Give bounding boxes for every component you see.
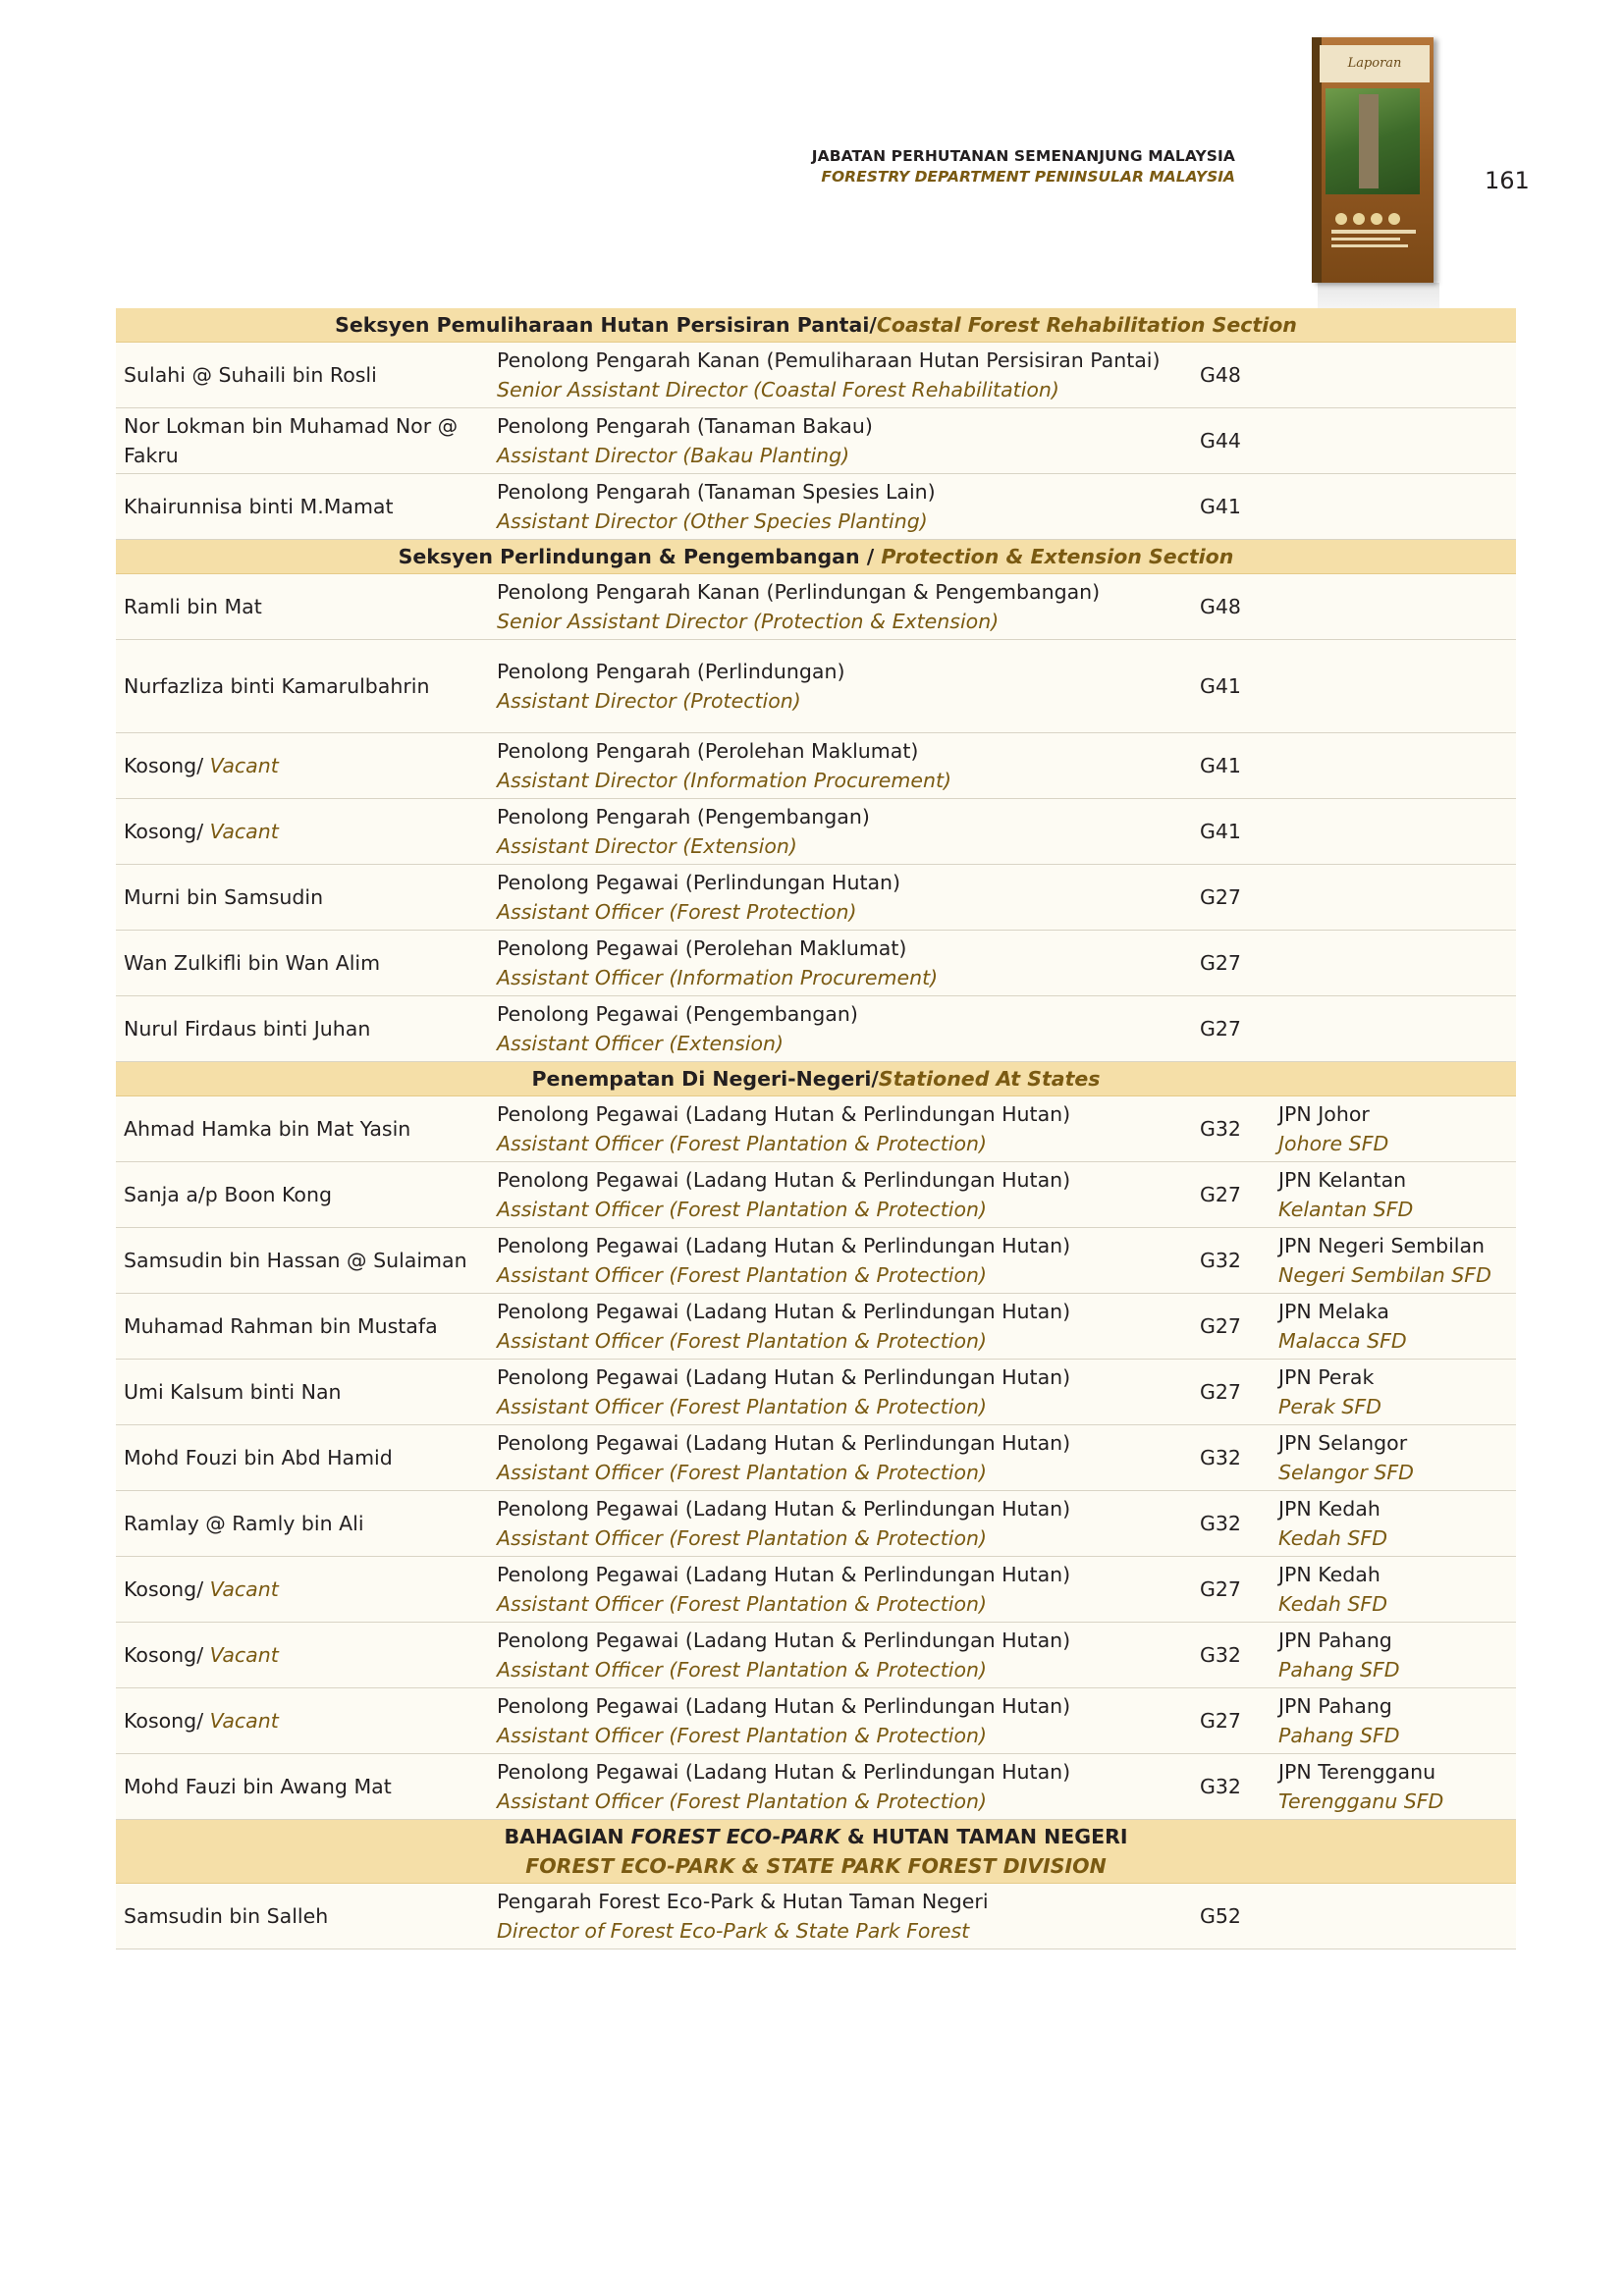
page-number: 161 (1485, 167, 1530, 194)
table-row (116, 733, 1516, 799)
grade-cell: G27 (1192, 865, 1271, 931)
position-ms: Penolong Pegawai (Perlindungan Hutan) (497, 871, 901, 894)
table-row (116, 1162, 1516, 1228)
location-cell (1271, 1557, 1516, 1623)
position-cell (489, 574, 1192, 640)
position-en: Assistant Officer (Forest Protection) (497, 900, 857, 924)
division-title-c: & HUTAN TAMAN NEGERI (839, 1825, 1128, 1848)
location-ms: JPN Pahang (1278, 1694, 1392, 1718)
position-ms: Penolong Pegawai (Ladang Hutan & Perlindungan Hutan) (497, 1497, 1071, 1521)
staff-name-en: Vacant (209, 1643, 279, 1667)
section-header-row (116, 540, 1516, 574)
grade-cell: G27 (1192, 996, 1271, 1062)
position-en: Director of Forest Eco-Park & State Park Forest (497, 1919, 970, 1943)
location-en: Kelantan SFD (1278, 1198, 1414, 1221)
grade-cell: G32 (1192, 1228, 1271, 1294)
position-en: Assistant Officer (Forest Plantation & Protection) (497, 1526, 987, 1550)
position-cell (489, 1228, 1192, 1294)
staff-name-cell (116, 1623, 489, 1688)
division-title (116, 1820, 1516, 1884)
staff-name-cell (116, 1360, 489, 1425)
position-cell (489, 1294, 1192, 1360)
location-ms: JPN Selangor (1278, 1431, 1408, 1455)
position-en: Assistant Director (Other Species Planting) (497, 509, 928, 533)
staff-name-cell (116, 1096, 489, 1162)
staff-name: Mohd Fouzi bin Abd Hamid (124, 1446, 393, 1469)
table-row (116, 1884, 1516, 1949)
staff-name-cell (116, 733, 489, 799)
position-cell (489, 1623, 1192, 1688)
position-ms: Penolong Pengarah (Tanaman Spesies Lain) (497, 480, 936, 504)
section-title (116, 308, 1516, 343)
table-row (116, 408, 1516, 474)
division-header-row (116, 1820, 1516, 1884)
staff-name-en: Vacant (209, 754, 279, 777)
section-title (116, 1062, 1516, 1096)
position-cell (489, 1360, 1192, 1425)
cover-title: Laporan (1320, 45, 1430, 82)
position-ms: Penolong Pegawai (Pengembangan) (497, 1002, 858, 1026)
grade-cell: G41 (1192, 640, 1271, 733)
position-en: Assistant Officer (Forest Plantation & Protection) (497, 1461, 987, 1484)
location-en: Malacca SFD (1278, 1329, 1407, 1353)
location-cell (1271, 1623, 1516, 1688)
grade-cell: G27 (1192, 1294, 1271, 1360)
location-en: Terengganu SFD (1278, 1789, 1444, 1813)
location-cell (1271, 343, 1516, 408)
position-cell (489, 343, 1192, 408)
staff-table (116, 308, 1516, 1949)
position-en: Assistant Director (Extension) (497, 834, 797, 858)
location-cell (1271, 1425, 1516, 1491)
position-cell (489, 408, 1192, 474)
staff-name: Nor Lokman bin Muhamad Nor @ Fakru (124, 414, 459, 467)
section-header-row (116, 1062, 1516, 1096)
staff-name: Kosong/ (124, 820, 210, 843)
location-en: Negeri Sembilan SFD (1278, 1263, 1491, 1287)
grade-cell: G27 (1192, 931, 1271, 996)
position-cell (489, 733, 1192, 799)
location-cell (1271, 574, 1516, 640)
staff-name: Nurul Firdaus binti Juhan (124, 1017, 371, 1041)
table-row (116, 931, 1516, 996)
header-org-en: FORESTRY DEPARTMENT PENINSULAR MALAYSIA (821, 168, 1235, 186)
location-en: Pahang SFD (1278, 1724, 1400, 1747)
table-row (116, 1688, 1516, 1754)
location-cell (1271, 1162, 1516, 1228)
annual-report-cover-image (1312, 37, 1439, 294)
section-title-ms: Seksyen Pemuliharaan Hutan Persisiran Pantai/ (335, 313, 877, 337)
location-cell (1271, 1688, 1516, 1754)
location-cell (1271, 474, 1516, 540)
location-cell (1271, 1884, 1516, 1949)
staff-name: Murni bin Samsudin (124, 885, 324, 909)
table-row (116, 574, 1516, 640)
position-en: Assistant Officer (Forest Plantation & Protection) (497, 1395, 987, 1418)
staff-name-cell (116, 574, 489, 640)
grade-cell: G32 (1192, 1491, 1271, 1557)
grade-cell: G27 (1192, 1557, 1271, 1623)
position-en: Assistant Director (Bakau Planting) (497, 444, 850, 467)
table-row (116, 1557, 1516, 1623)
location-en: Kedah SFD (1278, 1526, 1387, 1550)
section-title-en: Stationed At States (878, 1067, 1101, 1091)
location-en: Johore SFD (1278, 1132, 1389, 1155)
staff-name: Nurfazliza binti Kamarulbahrin (124, 674, 430, 698)
staff-name: Sulahi @ Suhaili bin Rosli (124, 363, 377, 387)
table-row (116, 1623, 1516, 1688)
position-cell (489, 1557, 1192, 1623)
position-en: Assistant Officer (Forest Plantation & Protection) (497, 1789, 987, 1813)
position-cell (489, 996, 1192, 1062)
position-ms: Penolong Pegawai (Ladang Hutan & Perlindungan Hutan) (497, 1168, 1071, 1192)
position-cell (489, 1096, 1192, 1162)
staff-name: Muhamad Rahman bin Mustafa (124, 1314, 438, 1338)
position-en: Senior Assistant Director (Coastal Forest Rehabilitation) (497, 378, 1059, 401)
position-ms: Penolong Pegawai (Ladang Hutan & Perlindungan Hutan) (497, 1694, 1071, 1718)
position-ms: Penolong Pengarah Kanan (Pemuliharaan Hutan Persisiran Pantai) (497, 348, 1161, 372)
position-ms: Penolong Pegawai (Perolehan Maklumat) (497, 936, 907, 960)
position-cell (489, 1162, 1192, 1228)
staff-name: Samsudin bin Salleh (124, 1904, 329, 1928)
staff-name-cell (116, 1557, 489, 1623)
location-cell (1271, 1096, 1516, 1162)
staff-name-cell (116, 343, 489, 408)
division-title-line2: FOREST ECO-PARK & STATE PARK FOREST DIVISION (525, 1854, 1107, 1878)
division-title-b: FOREST ECO-PARK (630, 1825, 840, 1848)
grade-cell: G32 (1192, 1425, 1271, 1491)
staff-name: Wan Zulkifli bin Wan Alim (124, 951, 381, 975)
position-ms: Penolong Pengarah (Perlindungan) (497, 660, 845, 683)
location-ms: JPN Pahang (1278, 1629, 1392, 1652)
staff-name-cell (116, 1688, 489, 1754)
grade-cell: G48 (1192, 343, 1271, 408)
table-row (116, 1294, 1516, 1360)
cover-tree-trunk (1359, 94, 1379, 188)
location-ms: JPN Kedah (1278, 1563, 1380, 1586)
staff-name: Ramli bin Mat (124, 595, 262, 618)
section-title-ms: Penempatan Di Negeri-Negeri/ (531, 1067, 879, 1091)
cover (1312, 37, 1434, 283)
location-en: Pahang SFD (1278, 1658, 1400, 1682)
position-ms: Penolong Pegawai (Ladang Hutan & Perlindungan Hutan) (497, 1431, 1071, 1455)
staff-name: Mohd Fauzi bin Awang Mat (124, 1775, 392, 1798)
position-en: Assistant Officer (Forest Plantation & Protection) (497, 1198, 987, 1221)
location-ms: JPN Negeri Sembilan (1278, 1234, 1486, 1257)
table-row (116, 1360, 1516, 1425)
position-en: Assistant Officer (Forest Plantation & Protection) (497, 1592, 987, 1616)
staff-name: Umi Kalsum binti Nan (124, 1380, 342, 1404)
table-row (116, 1096, 1516, 1162)
table-row (116, 1425, 1516, 1491)
position-en: Assistant Officer (Forest Plantation & Protection) (497, 1263, 987, 1287)
table-row (116, 865, 1516, 931)
location-cell (1271, 1228, 1516, 1294)
location-ms: JPN Terengganu (1278, 1760, 1436, 1784)
position-en: Assistant Officer (Extension) (497, 1032, 784, 1055)
staff-name-cell (116, 1884, 489, 1949)
position-cell (489, 1884, 1192, 1949)
position-en: Assistant Officer (Forest Plantation & Protection) (497, 1329, 987, 1353)
staff-name-cell (116, 1162, 489, 1228)
position-en: Assistant Director (Information Procurement) (497, 769, 952, 792)
location-cell (1271, 1754, 1516, 1820)
staff-name: Kosong/ (124, 1643, 210, 1667)
position-en: Senior Assistant Director (Protection & Extension) (497, 610, 1000, 633)
position-en: Assistant Officer (Forest Plantation & Protection) (497, 1724, 987, 1747)
staff-name: Kosong/ (124, 754, 210, 777)
staff-name-en: Vacant (209, 1577, 279, 1601)
location-ms: JPN Perak (1278, 1365, 1375, 1389)
staff-name: Kosong/ (124, 1577, 210, 1601)
section-header-row (116, 308, 1516, 343)
position-ms: Penolong Pegawai (Ladang Hutan & Perlindungan Hutan) (497, 1102, 1071, 1126)
cover-footer-line (1331, 230, 1416, 234)
staff-name-en: Vacant (209, 1709, 279, 1733)
staff-name-cell (116, 640, 489, 733)
cover-footer-line (1331, 238, 1400, 240)
section-title-en: Coastal Forest Rehabilitation Section (876, 313, 1297, 337)
section-title-ms: Seksyen Perlindungan & Pengembangan / (398, 545, 882, 568)
grade-cell: G41 (1192, 733, 1271, 799)
header-org-ms: JABATAN PERHUTANAN SEMENANJUNG MALAYSIA (811, 147, 1235, 165)
position-cell (489, 1491, 1192, 1557)
location-cell (1271, 996, 1516, 1062)
location-en: Kedah SFD (1278, 1592, 1387, 1616)
location-cell (1271, 799, 1516, 865)
staff-name-cell (116, 865, 489, 931)
location-ms: JPN Melaka (1278, 1300, 1389, 1323)
staff-name-cell (116, 1425, 489, 1491)
position-ms: Penolong Pegawai (Ladang Hutan & Perlindungan Hutan) (497, 1563, 1071, 1586)
grade-cell: G27 (1192, 1688, 1271, 1754)
position-ms: Penolong Pegawai (Ladang Hutan & Perlindungan Hutan) (497, 1365, 1071, 1389)
position-ms: Penolong Pengarah (Tanaman Bakau) (497, 414, 873, 438)
position-cell (489, 799, 1192, 865)
position-ms: Pengarah Forest Eco-Park & Hutan Taman Negeri (497, 1890, 989, 1913)
position-ms: Penolong Pengarah Kanan (Perlindungan & Pengembangan) (497, 580, 1101, 604)
grade-cell: G27 (1192, 1360, 1271, 1425)
grade-cell: G32 (1192, 1096, 1271, 1162)
staff-name-cell (116, 996, 489, 1062)
grade-cell: G27 (1192, 1162, 1271, 1228)
position-cell (489, 640, 1192, 733)
staff-name: Ramlay @ Ramly bin Ali (124, 1512, 364, 1535)
position-en: Assistant Director (Protection) (497, 689, 801, 713)
staff-name-cell (116, 1754, 489, 1820)
staff-name-cell (116, 1228, 489, 1294)
grade-cell: G52 (1192, 1884, 1271, 1949)
location-en: Selangor SFD (1278, 1461, 1414, 1484)
position-ms: Penolong Pegawai (Ladang Hutan & Perlindungan Hutan) (497, 1629, 1071, 1652)
cover-logos (1335, 210, 1414, 224)
page-header (812, 147, 1235, 186)
position-cell (489, 1425, 1192, 1491)
staff-name-cell (116, 931, 489, 996)
staff-table-body (116, 308, 1516, 1949)
section-title-en: Protection & Extension Section (881, 545, 1234, 568)
location-cell (1271, 408, 1516, 474)
position-ms: Penolong Pegawai (Ladang Hutan & Perlindungan Hutan) (497, 1760, 1071, 1784)
table-row (116, 1228, 1516, 1294)
location-cell (1271, 733, 1516, 799)
staff-name-cell (116, 474, 489, 540)
staff-name-cell (116, 1294, 489, 1360)
location-cell (1271, 865, 1516, 931)
cover-footer-line (1331, 244, 1408, 247)
grade-cell: G32 (1192, 1623, 1271, 1688)
grade-cell: G32 (1192, 1754, 1271, 1820)
position-en: Assistant Officer (Forest Plantation & Protection) (497, 1132, 987, 1155)
position-cell (489, 1688, 1192, 1754)
grade-cell: G48 (1192, 574, 1271, 640)
grade-cell: G41 (1192, 474, 1271, 540)
position-ms: Penolong Pengarah (Pengembangan) (497, 805, 870, 828)
position-en: Assistant Officer (Information Procurement) (497, 966, 939, 989)
location-ms: JPN Kedah (1278, 1497, 1380, 1521)
location-cell (1271, 640, 1516, 733)
position-cell (489, 1754, 1192, 1820)
division-title-line1 (124, 1822, 1508, 1851)
table-row (116, 996, 1516, 1062)
location-en: Perak SFD (1278, 1395, 1381, 1418)
table-row (116, 1754, 1516, 1820)
staff-name-cell (116, 408, 489, 474)
staff-name: Khairunnisa binti M.Mamat (124, 495, 394, 518)
position-en: Assistant Officer (Forest Plantation & Protection) (497, 1658, 987, 1682)
staff-name: Kosong/ (124, 1709, 210, 1733)
position-cell (489, 474, 1192, 540)
staff-name-en: Vacant (209, 820, 279, 843)
staff-name: Sanja a/p Boon Kong (124, 1183, 332, 1206)
staff-name-cell (116, 799, 489, 865)
position-ms: Penolong Pegawai (Ladang Hutan & Perlindungan Hutan) (497, 1300, 1071, 1323)
grade-cell: G44 (1192, 408, 1271, 474)
position-cell (489, 865, 1192, 931)
position-ms: Penolong Pengarah (Perolehan Maklumat) (497, 739, 919, 763)
staff-name: Samsudin bin Hassan @ Sulaiman (124, 1249, 467, 1272)
position-cell (489, 931, 1192, 996)
location-cell (1271, 1294, 1516, 1360)
grade-cell: G41 (1192, 799, 1271, 865)
location-cell (1271, 1491, 1516, 1557)
location-cell (1271, 931, 1516, 996)
division-title-a: BAHAGIAN (504, 1825, 631, 1848)
position-ms: Penolong Pegawai (Ladang Hutan & Perlindungan Hutan) (497, 1234, 1071, 1257)
table-row (116, 799, 1516, 865)
location-ms: JPN Johor (1278, 1102, 1370, 1126)
table-row (116, 640, 1516, 733)
table-row (116, 474, 1516, 540)
section-title (116, 540, 1516, 574)
staff-name: Ahmad Hamka bin Mat Yasin (124, 1117, 411, 1141)
table-row (116, 1491, 1516, 1557)
location-ms: JPN Kelantan (1278, 1168, 1407, 1192)
table-row (116, 343, 1516, 408)
location-cell (1271, 1360, 1516, 1425)
staff-name-cell (116, 1491, 489, 1557)
